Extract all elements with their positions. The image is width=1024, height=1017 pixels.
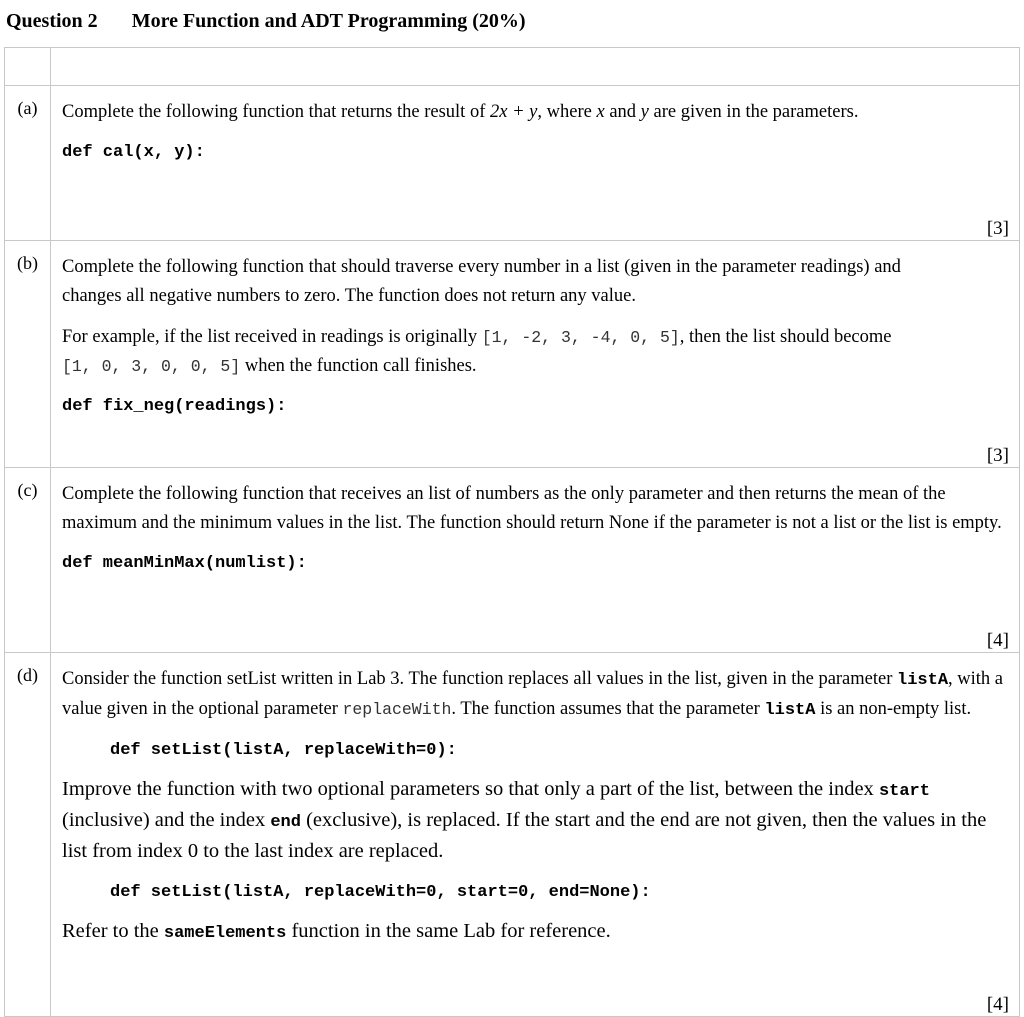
- part-d-param-lista-2: listA: [764, 701, 816, 720]
- part-d-marks: [4]: [986, 994, 1009, 1015]
- part-d-refer: [62, 917, 1009, 948]
- part-d-content: [52, 653, 1019, 948]
- part-d-code-1: def setList(listA, replaceWith=0):: [110, 741, 457, 760]
- part-a-var-x: x: [596, 102, 605, 122]
- part-d-improve-3: (exclusive), is replaced. If the start and the end are not given, then the values in the list from index 0 to the last index are replaced.: [62, 809, 987, 862]
- part-b-list-before: [1, -2, 3, -4, 0, 5]: [481, 328, 680, 347]
- part-d-text-1: Consider the function setList written in Lab 3. The function replaces all values in the list, given in the parameter: [62, 669, 898, 689]
- part-a-var-y: y: [640, 102, 649, 122]
- part-b-example-1: For example, if the list received in readings is originally: [62, 327, 482, 347]
- table-header-row: [4, 48, 1020, 86]
- part-d-text-3: . The function assumes that the parameter: [451, 699, 765, 719]
- part-d-text-4: is an non-empty list.: [815, 699, 972, 719]
- part-d-refer-2: function in the same Lab for reference.: [286, 920, 611, 942]
- question-title: More Function and ADT Programming (20%): [131, 10, 526, 32]
- part-a-text-1: Complete the following function that returns the result of: [62, 102, 490, 122]
- part-d-improve-1: Improve the function with two optional parameters so that only a part of the list, between the index: [62, 778, 879, 800]
- part-c-marks: [4]: [986, 630, 1009, 651]
- part-d-text: [62, 665, 1009, 725]
- part-a-content: [52, 86, 1019, 167]
- part-d-refer-1: Refer to the: [62, 920, 164, 942]
- part-d-code-2: def setList(listA, replaceWith=0, start=0, end=None):: [110, 883, 651, 902]
- part-a-text-3: and: [604, 102, 641, 122]
- part-d-param-replace: replaceWith: [342, 700, 452, 719]
- part-c-label: (c): [5, 468, 51, 652]
- part-d-improve-2: (inclusive) and the index: [62, 809, 271, 831]
- part-b-code: def fix_neg(readings):: [62, 397, 287, 416]
- part-b-example-2: , then the list should become: [679, 327, 892, 347]
- part-d-improve: [62, 775, 1009, 865]
- part-b-label: (b): [5, 241, 51, 467]
- part-b-example: [62, 323, 1009, 381]
- part-c-content: [52, 468, 1019, 578]
- part-d-param-lista: listA: [897, 671, 949, 690]
- part-b-text: Complete the following function that should traverse every number in a list (given in the parameter readings) and changes all negative numbers to zero. The function does not return any value.: [62, 257, 901, 306]
- part-a-formula: 2x + y: [489, 102, 538, 122]
- part-d-param-start: start: [878, 782, 930, 801]
- part-a-label: (a): [5, 86, 51, 240]
- part-d-func-same: sameElements: [163, 924, 287, 943]
- question-table: [4, 47, 1020, 1017]
- part-a-row: [4, 86, 1020, 241]
- label-cell-empty: [5, 48, 51, 85]
- part-a-text-2: , where: [537, 102, 597, 122]
- part-d-row: [4, 653, 1020, 1017]
- part-c-row: [4, 468, 1020, 653]
- part-d-label: (d): [5, 653, 51, 1016]
- part-a-code: def cal(x, y):: [62, 143, 205, 162]
- part-b-example-3: when the function call finishes.: [240, 356, 477, 376]
- part-a-text-4: are given in the parameters.: [648, 102, 859, 122]
- part-b-list-after: [1, 0, 3, 0, 0, 5]: [62, 357, 241, 376]
- question-heading: [6, 10, 526, 33]
- part-a-marks: [3]: [986, 218, 1009, 239]
- part-c-code: def meanMinMax(numlist):: [62, 554, 307, 573]
- part-a-text: [62, 98, 1009, 127]
- part-b-marks: [3]: [986, 445, 1009, 466]
- part-b-row: [4, 241, 1020, 468]
- question-number: Question 2: [6, 10, 98, 32]
- part-c-text: Complete the following function that receives an list of numbers as the only parameter and then returns the mean of the maximum and the minimum values in the list. The function should return None if the parameter is not a list or the list is empty.: [62, 484, 1002, 533]
- part-d-param-end: end: [270, 813, 301, 832]
- part-b-content: [52, 241, 1019, 421]
- part-d-text-2: , with a value given in the optional parameter: [62, 669, 1004, 719]
